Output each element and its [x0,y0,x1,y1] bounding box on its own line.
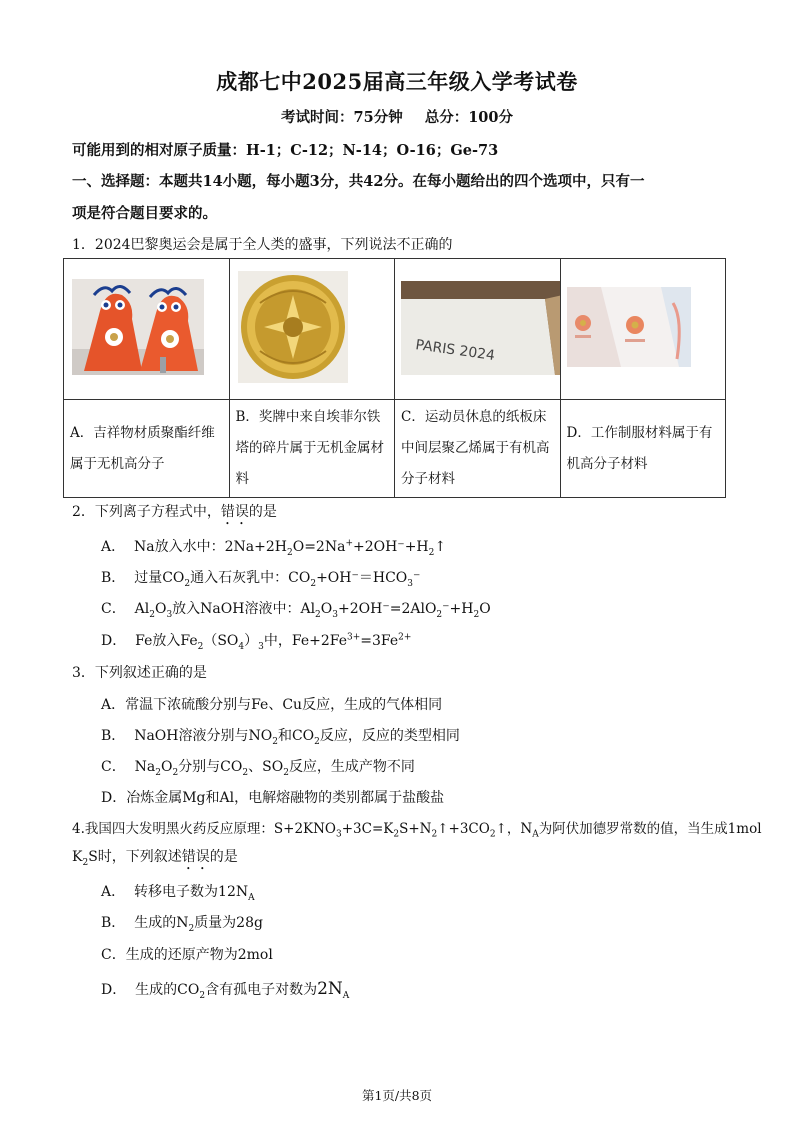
mascot-image [64,259,229,395]
q1-image-cell-b [229,259,395,400]
q2-option-b: B． 过量$CO_2$通入石灰乳中：$CO_2+OH^-=HCO_3^-$ [101,570,421,589]
q4-option-a: A． 转移电子数为$12N_A$ [101,884,255,903]
q1-image-cell-a [64,259,230,400]
q3-stem: 3．下列叙述正确的是 [72,665,207,681]
exam-time: 考试时间：75分钟 [281,109,403,126]
q1-image-cell-c [395,259,561,400]
medal-image [230,259,395,395]
section1-heading-line2: 项是符合题目要求的。 [72,205,217,222]
exam-score: 总分：100分 [424,109,513,126]
paris-2024-label: PARIS 2024 [414,337,496,365]
q4-option-d: D． 生成的$CO_2$含有孤电子对数为$2N_A$ [101,979,350,1001]
q3-option-b: B． NaOH溶液分别与$NO_2$和$CO_2$反应，反应的类型相同 [101,728,460,747]
q4-stem-line2: $K_2S$时，下列叙述错误的是 [72,849,238,868]
section1-heading-line1: 一、选择题：本题共14小题，每小题3分，共42分。在每小题给出的四个选项中，只有一 [72,173,645,190]
q2-option-a: A． Na放入水中：$2Na+2H_2O=2Na^++2OH^-+H_2↑$ [101,538,447,558]
cardboard-bed-image [395,259,560,395]
q2-stem: 2．下列离子方程式中，错误的是 [72,504,277,520]
q2-option-d: D． Fe放入$Fe_2(SO_4)_3$中，$Fe+2Fe^{3+}=3Fe^{2+}$ [101,632,412,652]
q1-option-b: B．奖牌中来自埃菲尔铁塔的碎片属于无机金属材料 [229,400,395,498]
exam-title: 成都七中2025届高三年级入学考试卷 [216,69,578,94]
q1-stem: 1．2024巴黎奥运会是属于全人类的盛事，下列说法不正确的 [72,237,453,253]
q1-option-a: A．吉祥物材质聚酯纤维属于无机高分子 [64,400,230,498]
q3-option-c: C． $Na_2O_2$分别与$CO_2$、$SO_2$反应，生成产物不同 [101,759,415,778]
q1-option-c: C．运动员休息的纸板床中间层聚乙烯属于有机高分子材料 [395,400,561,498]
page-footer: 第1页/共8页 [361,1088,433,1103]
q4-option-c: C．生成的还原产物为2mol [101,947,273,963]
q3-option-d: D．冶炼金属Mg和Al，电解熔融物的类别都属于盐酸盐 [101,790,445,806]
q1-options-table [63,258,726,498]
q3-option-a: A．常温下浓硫酸分别与Fe、Cu反应，生成的气体相同 [101,697,443,713]
q1-option-d: D．工作制服材料属于有机高分子材料 [560,400,726,498]
exam-info [0,106,794,127]
q1-image-cell-d [560,259,726,400]
atomic-masses: 可能用到的相对原子质量：H-1；C-12；N-14；O-16；Ge-73 [72,142,499,159]
q4-option-b: B． 生成的$N_2$质量为28g [101,915,263,934]
uniform-image [561,259,726,395]
q4-stem-line1: 4.我国四大发明黑火药反应原理：$S+2KNO_3+3C=K_2S+N_2↑+3CO_2↑$，$N_A$为阿伏加德罗常数的值，当生成1mol [72,821,762,840]
q2-option-c: C． $Al_2O_3$放入NaOH溶液中：$Al_2O_3+2OH^-=2AlO_2^-+H_2O$ [101,601,491,620]
